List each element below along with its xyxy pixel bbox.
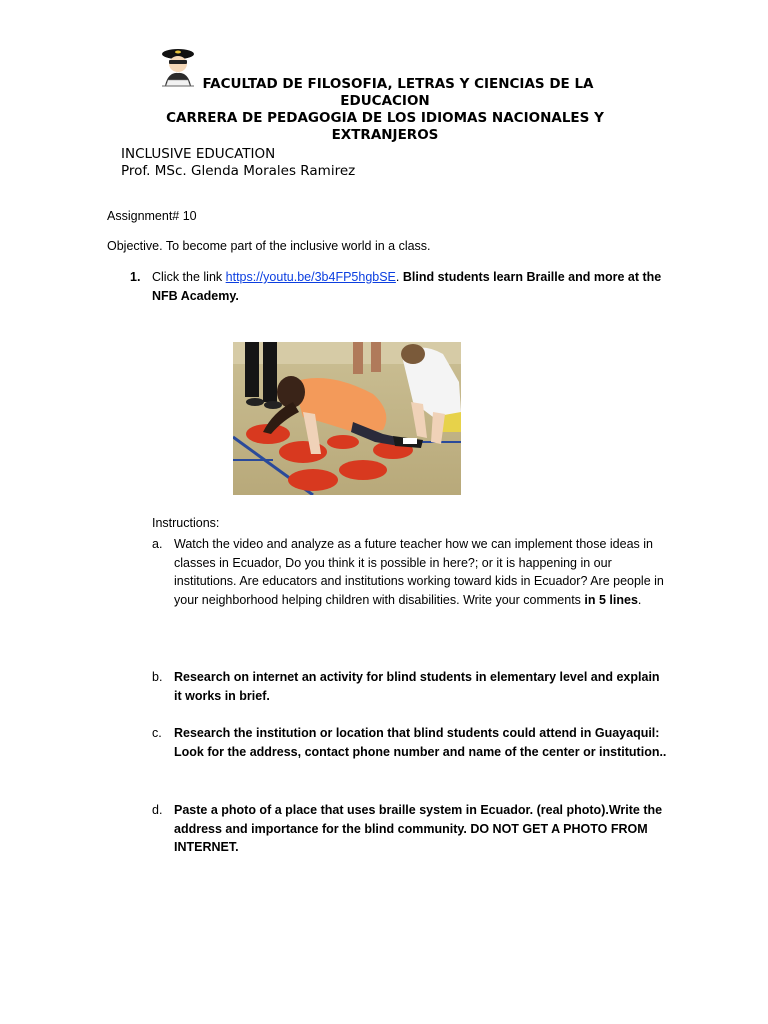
task-text (152, 268, 672, 306)
video-link[interactable]: https://youtu.be/3b4FP5hgbSE (225, 270, 396, 284)
course-name: INCLUSIVE EDUCATION (121, 146, 276, 162)
instruction-c-text: Research the institution or location that blind students could attend in Guayaquil: Look for the address, contact phone number and name of the center or institution.. (174, 726, 667, 759)
instruction-d-letter: d. (152, 803, 163, 817)
instruction-a-bold: in 5 lines (584, 592, 638, 607)
task-link-punct: . (395, 270, 403, 284)
header-line-4: EXTRANJEROS (331, 127, 439, 143)
instruction-a-letter: a. (152, 537, 163, 551)
instruction-b-text: Research on internet an activity for blind students in elementary level and explain it works in brief. (174, 670, 660, 703)
instruction-d-text: Paste a photo of a place that uses braille system in Ecuador. (real photo).Write the address and importance for the blind community. DO NOT GET A PHOTO FROM INTERNET. (174, 803, 663, 855)
header-line-3: CARRERA DE PEDAGOGIA DE LOS IDIOMAS NACIONALES Y (166, 110, 604, 126)
instruction-a-end: . (637, 592, 642, 607)
task-number: 1. (130, 270, 141, 284)
task-title: Blind students learn Braille and more at the NFB Academy. (152, 270, 662, 303)
faculty-header (150, 76, 620, 144)
instruction-c-letter: c. (152, 726, 162, 740)
professor-name: Prof. MSc. Glenda Morales Ramirez (121, 163, 356, 179)
header-line-2: EDUCACION (340, 93, 430, 109)
assignment-number: Assignment# 10 (107, 209, 197, 223)
instruction-b-letter: b. (152, 670, 163, 684)
course-info (121, 146, 355, 180)
classroom-photo (233, 342, 461, 495)
instruction-a-body: Watch the video and analyze as a future teacher how we can implement those ideas in classes in Ecuador, Do you think it is possible in here?; or it is happening in our institutions. Are educators and institutions working toward kids in Ecuador? Are people in your neighborhood helping children with disabilities. Write your comments (174, 537, 664, 607)
instructions-title: Instructions: (152, 516, 220, 530)
header-line-1: FACULTAD DE FILOSOFIA, LETRAS Y CIENCIAS DE LA (202, 76, 594, 92)
instruction-a-text (174, 535, 669, 609)
objective-text: Objective. To become part of the inclusive world in a class. (107, 239, 431, 253)
task-prefix: Click the link (152, 270, 226, 284)
